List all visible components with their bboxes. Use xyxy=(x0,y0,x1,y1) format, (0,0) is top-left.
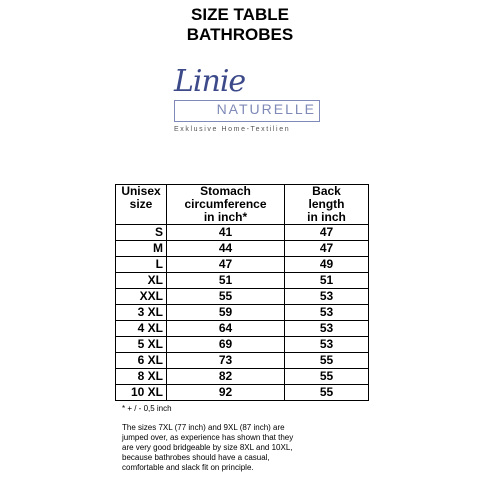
header-line: Stomach xyxy=(200,184,251,198)
cell-stomach: 47 xyxy=(167,257,285,273)
cell-back: 53 xyxy=(285,305,369,321)
table-header-row xyxy=(116,185,369,225)
header-line: Unisex xyxy=(121,184,161,198)
table-row xyxy=(116,369,369,385)
cell-back: 51 xyxy=(285,273,369,289)
header-line: in inch* xyxy=(203,210,248,224)
header-line: Back xyxy=(312,184,341,198)
table-row xyxy=(116,273,369,289)
cell-back: 49 xyxy=(285,257,369,273)
cell-stomach: 55 xyxy=(167,289,285,305)
cell-size: 6 XL xyxy=(116,353,167,369)
table-row xyxy=(116,241,369,257)
cell-back: 53 xyxy=(285,321,369,337)
cell-size: 10 XL xyxy=(116,385,167,401)
header-line: length xyxy=(308,197,345,211)
cell-back: 47 xyxy=(285,225,369,241)
cell-stomach: 51 xyxy=(167,273,285,289)
table-row xyxy=(116,321,369,337)
logo-box xyxy=(174,100,320,122)
cell-back: 47 xyxy=(285,241,369,257)
cell-back: 55 xyxy=(285,385,369,401)
cell-size: L xyxy=(116,257,167,273)
logo-naturelle-text: NATURELLE xyxy=(216,101,316,117)
notes-block xyxy=(122,404,352,473)
page-subtitle: BATHROBES xyxy=(186,25,294,44)
header-line: circumference xyxy=(184,197,267,211)
note-line: because bathrobes should have a casual, xyxy=(122,453,270,462)
cell-size: S xyxy=(116,225,167,241)
table-row xyxy=(116,385,369,401)
cell-size: 5 XL xyxy=(116,337,167,353)
cell-stomach: 92 xyxy=(167,385,285,401)
cell-size: 8 XL xyxy=(116,369,167,385)
cell-size: 3 XL xyxy=(116,305,167,321)
cell-size: 4 XL xyxy=(116,321,167,337)
table-row xyxy=(116,289,369,305)
table-row xyxy=(116,305,369,321)
cell-stomach: 82 xyxy=(167,369,285,385)
page-title: SIZE TABLE xyxy=(191,5,289,24)
cell-size: XXL xyxy=(116,289,167,305)
size-table xyxy=(115,184,369,401)
cell-size: M xyxy=(116,241,167,257)
cell-stomach: 73 xyxy=(167,353,285,369)
header-unisex-size xyxy=(116,185,167,225)
table-row xyxy=(116,353,369,369)
header-back-length xyxy=(285,185,369,225)
cell-stomach: 64 xyxy=(167,321,285,337)
brand-logo xyxy=(170,62,340,142)
cell-back: 55 xyxy=(285,369,369,385)
header-stomach-circumference xyxy=(167,185,285,225)
note-line: are very good bridgeable by size 8XL and 10XL, xyxy=(122,443,293,452)
header-line: size xyxy=(129,197,153,211)
note-line: jumped over, as experience has shown that they xyxy=(122,433,294,442)
header-line: in inch xyxy=(307,210,346,224)
note-line: comfortable and slack fit on principle. xyxy=(122,463,254,472)
cell-back: 53 xyxy=(285,337,369,353)
logo-script-text: Linie xyxy=(174,64,246,99)
cell-stomach: 41 xyxy=(167,225,285,241)
cell-stomach: 59 xyxy=(167,305,285,321)
cell-stomach: 44 xyxy=(167,241,285,257)
cell-back: 55 xyxy=(285,353,369,369)
tolerance-note: * + / - 0,5 inch xyxy=(122,404,172,413)
logo-tagline: Exklusive Home-Textilien xyxy=(174,126,291,133)
note-line: The sizes 7XL (77 inch) and 9XL (87 inch) are xyxy=(122,423,285,432)
table-row xyxy=(116,225,369,241)
cell-back: 53 xyxy=(285,289,369,305)
table-row xyxy=(116,337,369,353)
cell-size: XL xyxy=(116,273,167,289)
cell-stomach: 69 xyxy=(167,337,285,353)
table-row xyxy=(116,257,369,273)
